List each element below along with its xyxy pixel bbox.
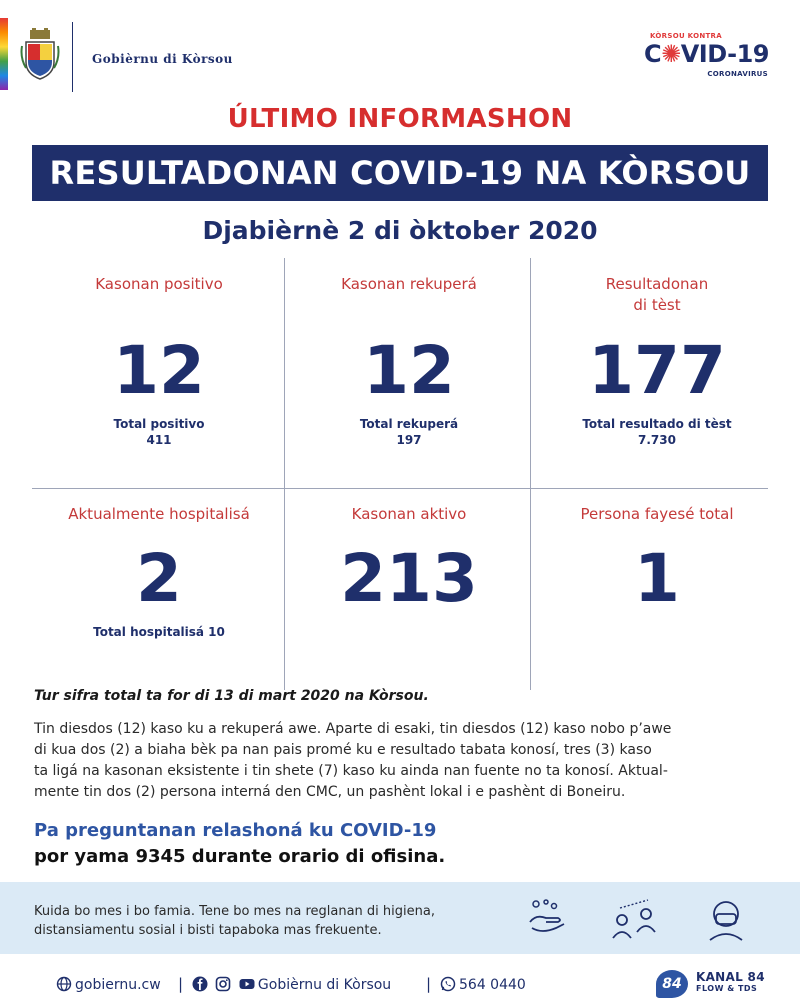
contact-phone-line: por yama 9345 durante orario di ofisina. [34,846,446,867]
body-line: di kua dos (2) a biaha bèk pa nan pais promé ku e resultado tabata konosí, tres (3) kaso [34,742,652,758]
coat-of-arms-icon [20,28,60,80]
globe-icon [56,976,72,992]
footer-separator: | [426,975,432,993]
stat-total-label: Total positivo [113,417,205,431]
stat-value: 12 [113,332,205,409]
instagram-icon[interactable] [215,976,231,992]
rainbow-stripe [0,18,8,90]
whatsapp-icon [440,976,456,992]
website-link[interactable]: gobiernu.cw [56,976,161,993]
government-name: Gobièrnu di Kòrsou [92,52,233,66]
stat-value: 213 [340,540,478,617]
title-banner [32,145,768,201]
covid-logo-top: KÒRSOU KONTRA [650,32,722,40]
stat-positive [34,274,284,474]
hand-washing-icon [520,894,572,942]
phone-link[interactable]: 564 0440 [440,976,526,993]
tips-line: Kuida bo mes i bo famia. Tene bo mes na reglanan di higiena, [34,904,435,919]
stat-tests [532,274,782,474]
banner-title: RESULTADONAN COVID-19 NA KÒRSOU [49,154,751,192]
stat-label: Kasonan positivo [95,275,223,293]
stat-total-label: Total hospitalisá 10 [93,625,225,639]
stat-hospitalized [34,504,284,684]
report-date: Djabièrnè 2 di òktober 2020 [202,216,598,245]
stat-active [284,504,534,684]
stat-total-value: 7.730 [638,433,676,447]
body-paragraph [34,719,774,803]
kicker-title: ÚLTIMO INFORMASHON [227,104,573,134]
face-mask-icon [700,894,752,942]
stat-total-value: 197 [396,433,422,447]
stat-label: Aktualmente hospitalisá [68,505,250,523]
stat-label: Persona fayesé total [580,505,734,523]
kanal84-logo: 84 [656,970,688,998]
stat-value: 2 [136,540,182,617]
totals-note: Tur sifra total ta for di 13 di mart 2020 na Kòrsou. [34,688,429,704]
kanal-sub: FLOW & TDS [696,984,758,993]
social-distancing-icon [608,894,660,942]
hygiene-tips-bar [0,882,800,954]
stat-value: 1 [634,540,680,617]
tips-text [34,902,514,940]
stat-deceased [532,504,782,684]
kanal-name: KANAL 84 [696,970,765,984]
footer-separator: | [178,975,184,993]
covid-logo-main: C✺VID-19 [644,40,769,68]
header-divider [72,22,73,92]
contact-heading: Pa preguntanan relashoná ku COVID-19 [34,820,437,841]
stat-value: 12 [363,332,455,409]
covid-campaign-logo [642,32,772,82]
body-line: mente tin dos (2) persona interná den CMC, un pashènt lokal i e pashènt di Boneiru. [34,784,626,800]
stat-label: di tèst [633,296,681,314]
body-line: ta ligá na kasonan eksistente i tin shete (7) kaso ku ainda nan fuente no ta konosí. Aktual- [34,763,668,779]
stat-label: Kasonan rekuperá [341,275,477,293]
virus-icon: ✺ [661,40,681,68]
stat-label: Resultadonan [605,275,709,293]
stat-recovered [284,274,534,474]
covid-logo-sub: CORONAVIRUS [707,70,768,78]
stat-value: 177 [588,332,726,409]
stat-total-label: Total resultado di tèst [582,417,732,431]
footer [0,962,800,1004]
tips-line: distansiamentu sosial i bisti tapaboka mas frekuente. [34,923,382,938]
grid-divider [32,488,768,489]
stat-label: Kasonan aktivo [351,505,467,523]
youtube-icon[interactable] [239,976,255,992]
body-line: Tin diesdos (12) kaso ku a rekuperá awe. Aparte di esaki, tin diesdos (12) kaso nobo p’awe [34,721,672,737]
header [0,0,800,95]
stat-total-label: Total rekuperá [359,417,459,431]
social-links[interactable]: Gobièrnu di Kòrsou [192,976,391,993]
facebook-icon[interactable] [192,976,208,992]
stat-total-value: 411 [146,433,172,447]
